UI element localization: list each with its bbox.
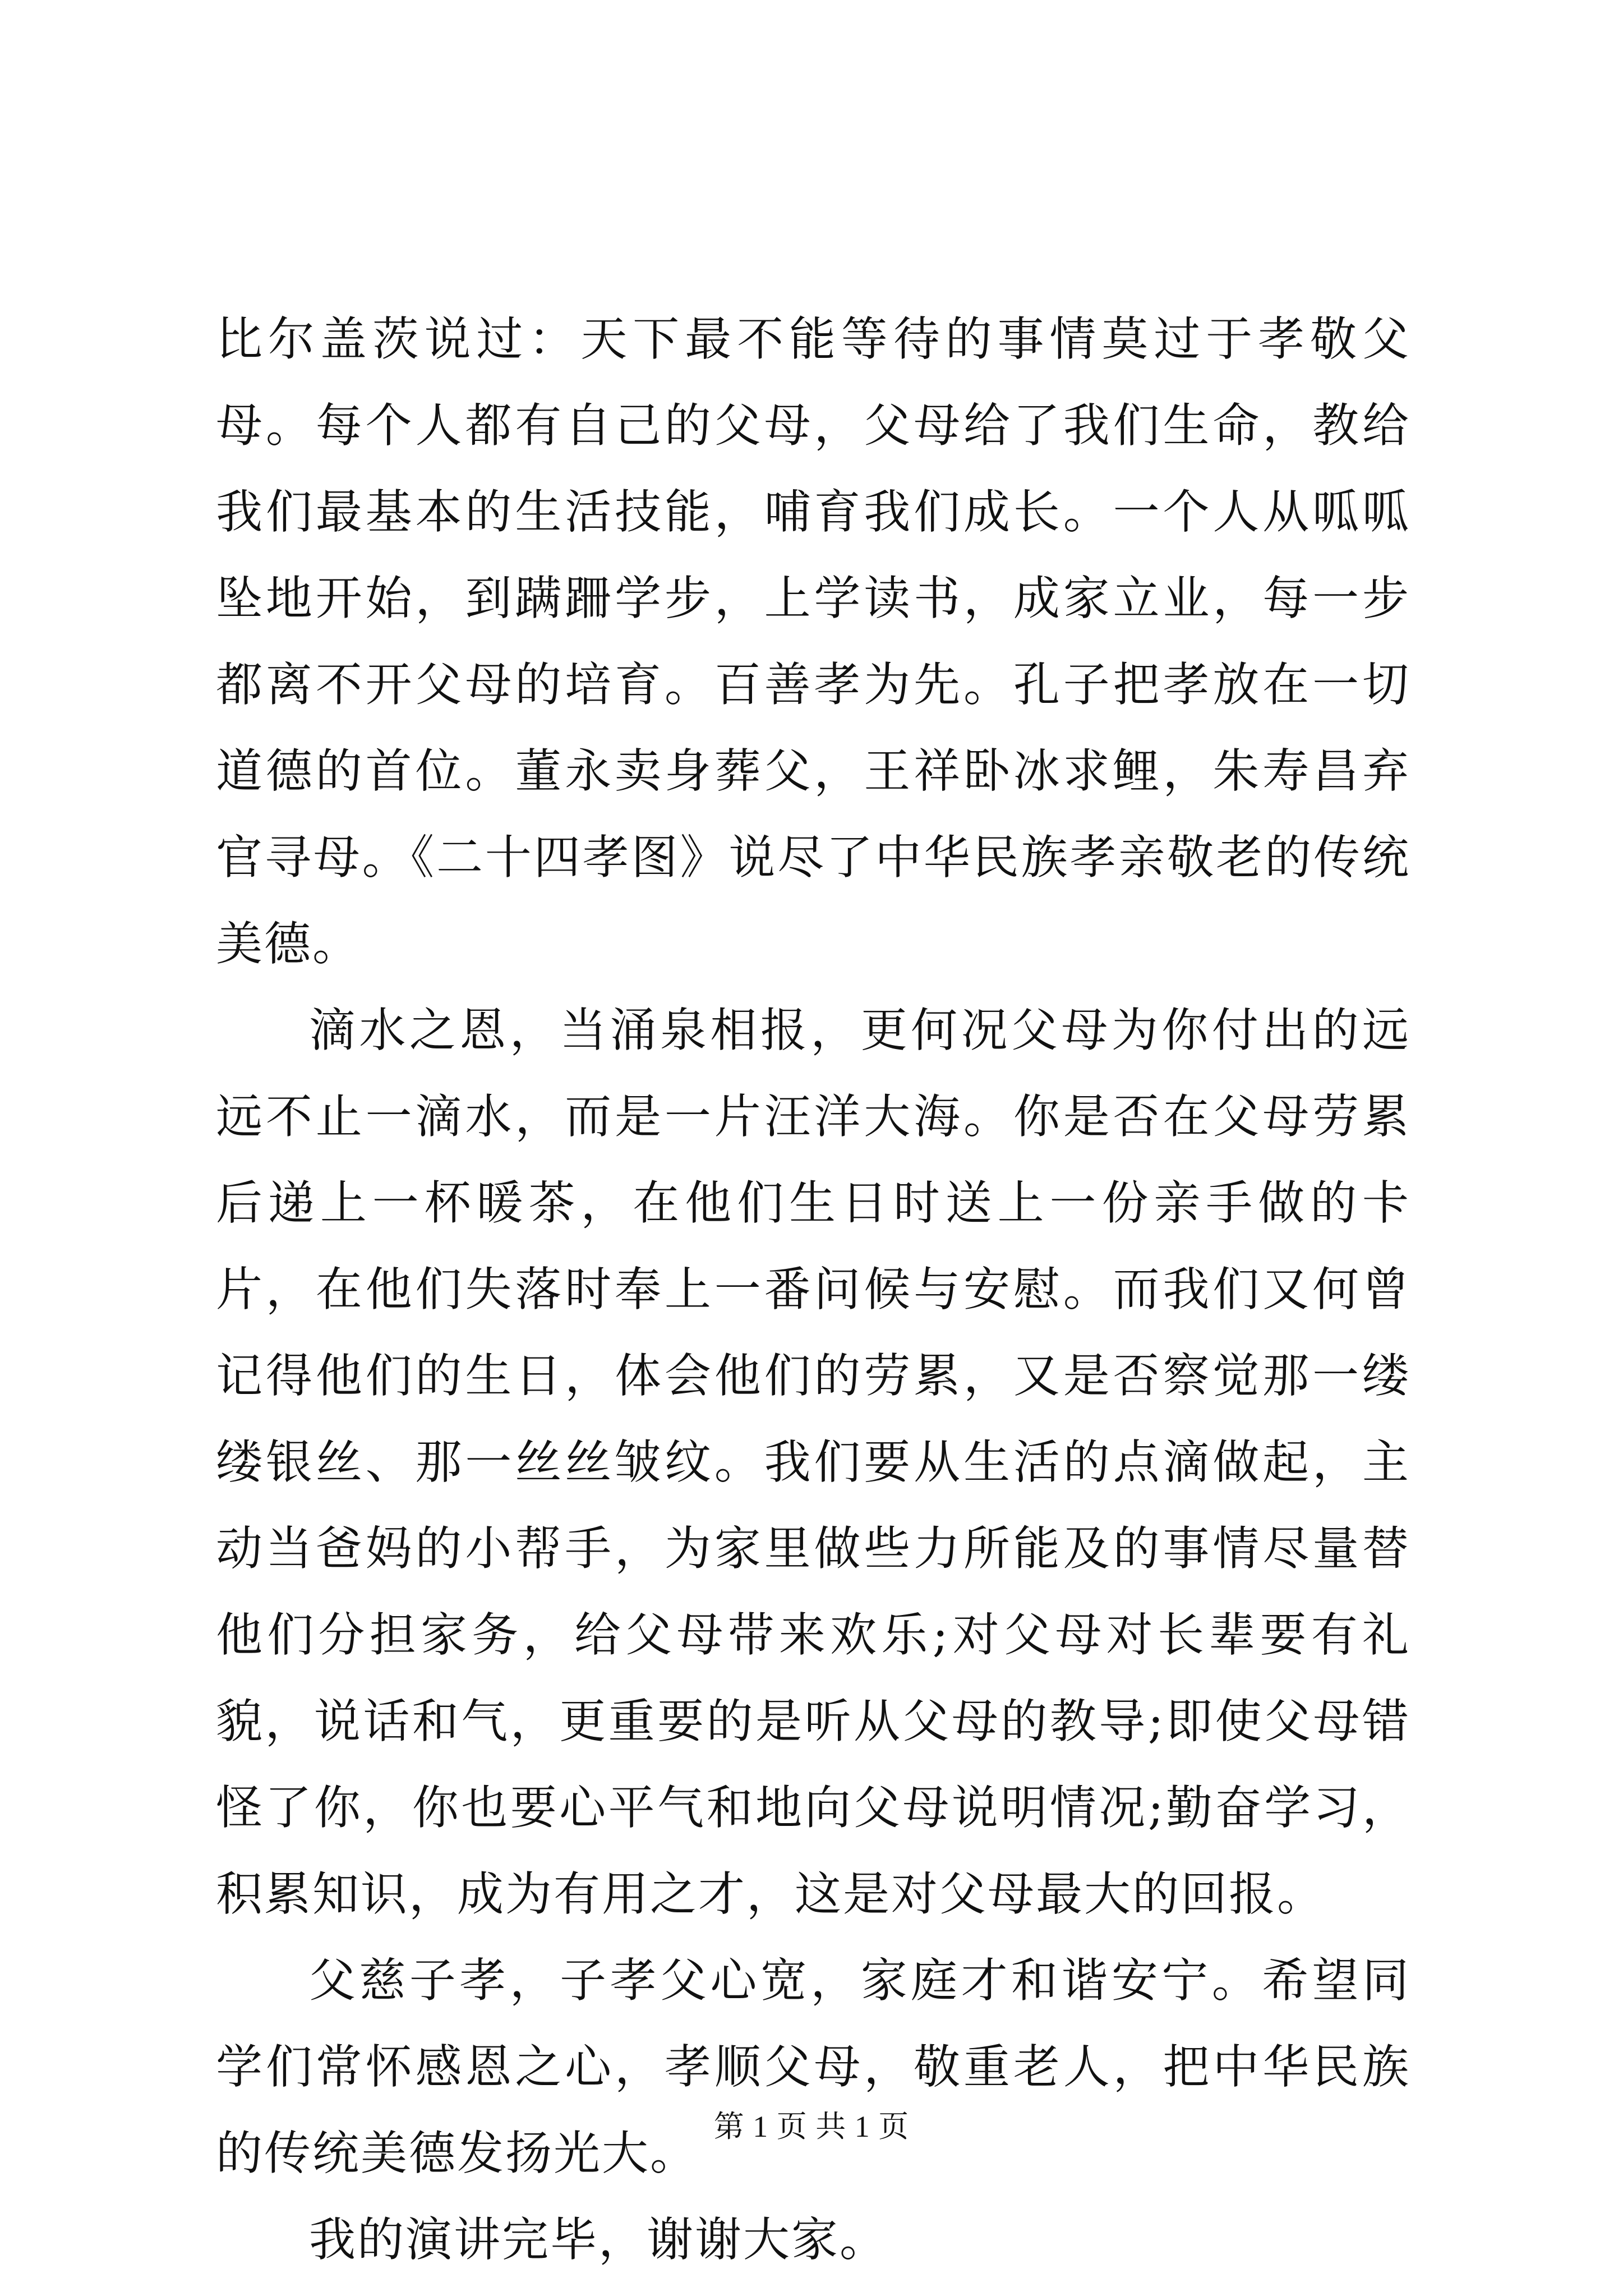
document-body <box>216 296 1410 2283</box>
paragraph-1: 比尔盖茨说过：天下最不能等待的事情莫过于孝敬父母。每个人都有自己的父母，父母给了我们生命，教给我们最基本的生活技能，哺育我们成长。一个人从呱呱坠地开始，到蹒跚学步，上学读书，成家立业，每一步都离不开父母的培育。百善孝为先。孔子把孝放在一切道德的首位。董永卖身葬父，王祥卧冰求鲤，朱寿昌弃官寻母。《二十四孝图》说尽了中华民族孝亲敬老的传统美德。 <box>216 312 1410 971</box>
paragraph-3: 父慈子孝，子孝父心宽，家庭才和谐安宁。希望同学们常怀感恩之心，孝顺父母，敬重老人，把中华民族的传统美德发扬光大。 <box>216 1953 1410 2180</box>
page-footer: 第 1 页 共 1 页 <box>713 2110 910 2143</box>
paragraph-2: 滴水之恩，当涌泉相报，更何况父母为你付出的远远不止一滴水，而是一片汪洋大海。你是否在父母劳累后递上一杯暖茶，在他们生日时送上一份亲手做的卡片，在他们失落时奉上一番问候与安慰。而我们又何曾记得他们的生日，体会他们的劳累，又是否察觉那一缕缕银丝、那一丝丝皱纹。我们要从生活的点滴做起，主动当爸妈的小帮手，为家里做些力所能及的事情尽量替他们分担家务，给父母带来欢乐;对父母对长辈要有礼貌，说话和气，更重要的是听从父母的教导;即使父母错怪了你，你也要心平气和地向父母说明情况;勤奋学习，积累知识，成为有用之才，这是对父母最大的回报。 <box>216 1003 1410 1921</box>
paragraph-4: 我的演讲完毕，谢谢大家。 <box>309 2212 888 2267</box>
